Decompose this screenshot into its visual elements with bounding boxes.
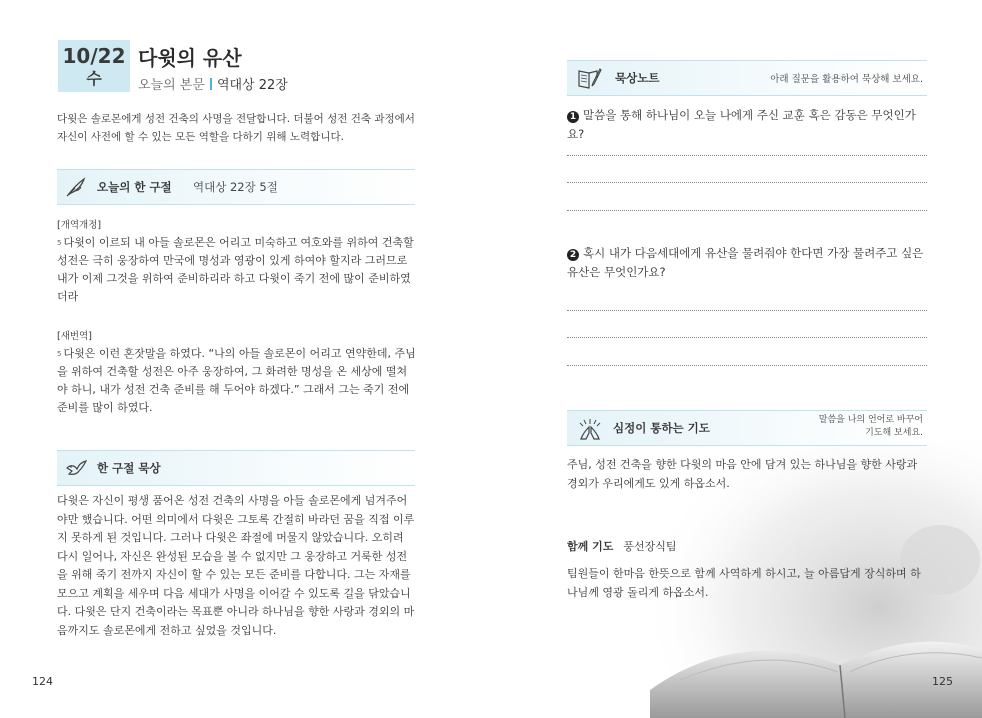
note-section-label: 묵상노트: [615, 71, 660, 85]
question-text: 말씀을 통해 하나님이 오늘 나에게 주신 교훈 혹은 감동은 무엇인가요?: [567, 108, 916, 141]
together-group: 풍선장식팀: [623, 540, 677, 553]
meditation-section-label: 한 구절 묵상: [97, 461, 161, 475]
prayer-section-hint: [773, 414, 923, 440]
prayer-section-label: 심정이 통하는 기도: [613, 421, 710, 435]
prayer-hint-line-1: 말씀을 나의 언어로 바꾸어: [818, 415, 923, 425]
verse-number: 5: [57, 350, 62, 358]
verse-body: 다윗은 이런 혼잣말을 하였다. “나의 아들 솔로몬이 어리고 연약한데, 주님을 위하여 건축할 성전은 아주 웅장하여, 그 화려한 명성을 온 세상에 떨쳐야 하니, 내가 성전 건축 준비를 해 두어야 하겠다.” 그래서 그는 죽기 전에 준비를 많이 하였다.: [57, 347, 416, 414]
answer-line: [567, 182, 927, 183]
answer-line: [567, 210, 927, 211]
divider: [210, 78, 212, 90]
version-tag-1: [개역개정]: [57, 220, 102, 231]
answer-line: [567, 155, 927, 156]
note-section-hint: 아래 질문을 활용하여 묵상해 보세요.: [770, 74, 923, 85]
verse-number: 5: [57, 239, 62, 247]
question-1: [567, 106, 929, 144]
today-passage-label: 오늘의 본문: [138, 78, 205, 93]
date: 10/22: [62, 44, 126, 68]
dove-icon: [65, 458, 87, 478]
prayer-text: 주님, 성전 건축을 향한 다윗의 마음 안에 담겨 있는 하나님을 향한 사랑과 경외가 우리에게도 있게 하옵소서.: [567, 458, 918, 490]
today-passage-ref: 역대상 22장: [216, 78, 288, 93]
open-book-pen-icon: [577, 67, 603, 89]
meditation-text: 다윗은 자신이 평생 품어온 성전 건축의 사명을 아들 솔로몬에게 넘겨주어야만 했습니다. 어떤 의미에서 다윗은 그토록 간절히 바라던 꿈을 직접 이루지 못하게 된 것입니다. 그러나 다윗은 좌절에 머물지 않았습니다. 오히려 다시 일어나, 자신은 완성된 모습을 볼 수 없지만 그 웅장하고 거룩한 성전을 위해 죽기 전까지 자신이 할 수 있는 모든 준비를 다합니다. 그는 자재를 모으고 계획을 세우며 다음 세대가 사명을 이어갈 수 있도록 길을 닦았습니다. 다윗은 단지 건축이라는 목표뿐 아니라 하나님을 향한 사랑과 경외의 마음까지도 솔로몬에게 전하고 싶었을 것입니다.: [57, 494, 415, 637]
verse-text-2: [57, 345, 417, 417]
version-tag-2: [새번역]: [57, 331, 92, 342]
page-title: 다윗의 유산: [138, 46, 242, 70]
answer-line: [567, 365, 927, 366]
page-number-left: 124: [32, 675, 53, 688]
verse-text-1: [57, 234, 417, 306]
verse-section-header: [57, 169, 415, 205]
verse-section-label: 오늘의 한 구절: [97, 180, 172, 194]
together-label: 함께 기도: [567, 540, 614, 553]
date-badge: [58, 40, 130, 92]
intro-text: 다윗은 솔로몬에게 성전 건축의 사명을 전달합니다. 더불어 성전 건축 과정에서 자신이 사전에 할 수 있는 모든 역할을 다하기 위해 노력합니다.: [57, 113, 415, 143]
question-number: 2: [567, 249, 579, 261]
praying-hands-icon: [575, 415, 605, 441]
prayer-hint-line-2: 기도해 보세요.: [865, 428, 923, 438]
answer-line: [567, 310, 927, 311]
weekday: 수: [86, 69, 102, 88]
page-number-right: 125: [932, 675, 953, 688]
question-2: [567, 244, 929, 282]
answer-line: [567, 337, 927, 338]
today-passage: [138, 74, 288, 93]
together-prayer-text: 팀원들이 한마음 한뜻으로 함께 사역하게 하시고, 늘 아름답게 장식하며 하나님께 영광 돌리게 하옵소서.: [567, 567, 921, 599]
verse-body: 다윗이 이르되 내 아들 솔로몬은 어리고 미숙하고 여호와를 위하여 건축할 성전은 극히 웅장하여 만국에 명성과 영광이 있게 하여야 할지라 그러므로 내가 이제 그것을 위하여 준비하리라 하고 다윗이 죽기 전에 많이 준비하였더라: [57, 236, 414, 303]
meditation-section-header: [57, 450, 415, 486]
together-prayer-heading: [567, 538, 676, 554]
prayer-section-header: [567, 410, 927, 446]
question-text: 혹시 내가 다음세대에게 유산을 물려줘야 한다면 가장 물려주고 싶은 유산은 무엇인가요?: [567, 246, 924, 279]
note-section-header: [567, 60, 927, 96]
verse-ref: 역대상 22장 5절: [193, 180, 278, 194]
feather-pen-icon: [65, 177, 87, 197]
question-number: 1: [567, 111, 579, 123]
